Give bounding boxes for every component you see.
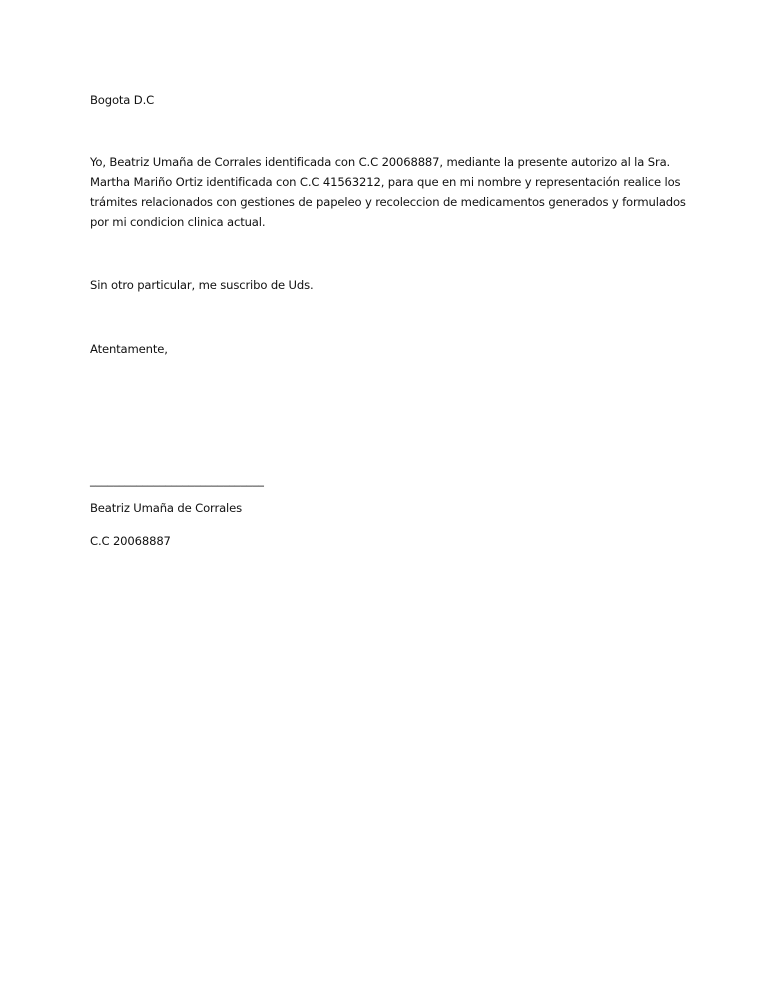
signer-id: C.C 20068887 xyxy=(90,534,171,548)
letter-body-line: Yo, Beatriz Umaña de Corrales identificada con C.C 20068887, mediante la presente autorizo al la Sra. xyxy=(90,155,671,169)
letter-city: Bogota D.C xyxy=(90,93,155,107)
letter-body xyxy=(90,152,700,232)
signer-name: Beatriz Umaña de Corrales xyxy=(90,501,242,515)
signature-line: ______________________________ xyxy=(90,473,264,487)
letter-body-line: por mi condicion clinica actual. xyxy=(90,215,266,229)
letter-body-line: Martha Mariño Ortiz identificada con C.C 41563212, para que en mi nombre y representación realice los xyxy=(90,175,681,189)
letter-body-line: trámites relacionados con gestiones de papeleo y recoleccion de medicamentos generados y formulados xyxy=(90,195,686,209)
letter-closing: Sin otro particular, me suscribo de Uds. xyxy=(90,278,314,292)
letter-salutation: Atentamente, xyxy=(90,342,168,356)
